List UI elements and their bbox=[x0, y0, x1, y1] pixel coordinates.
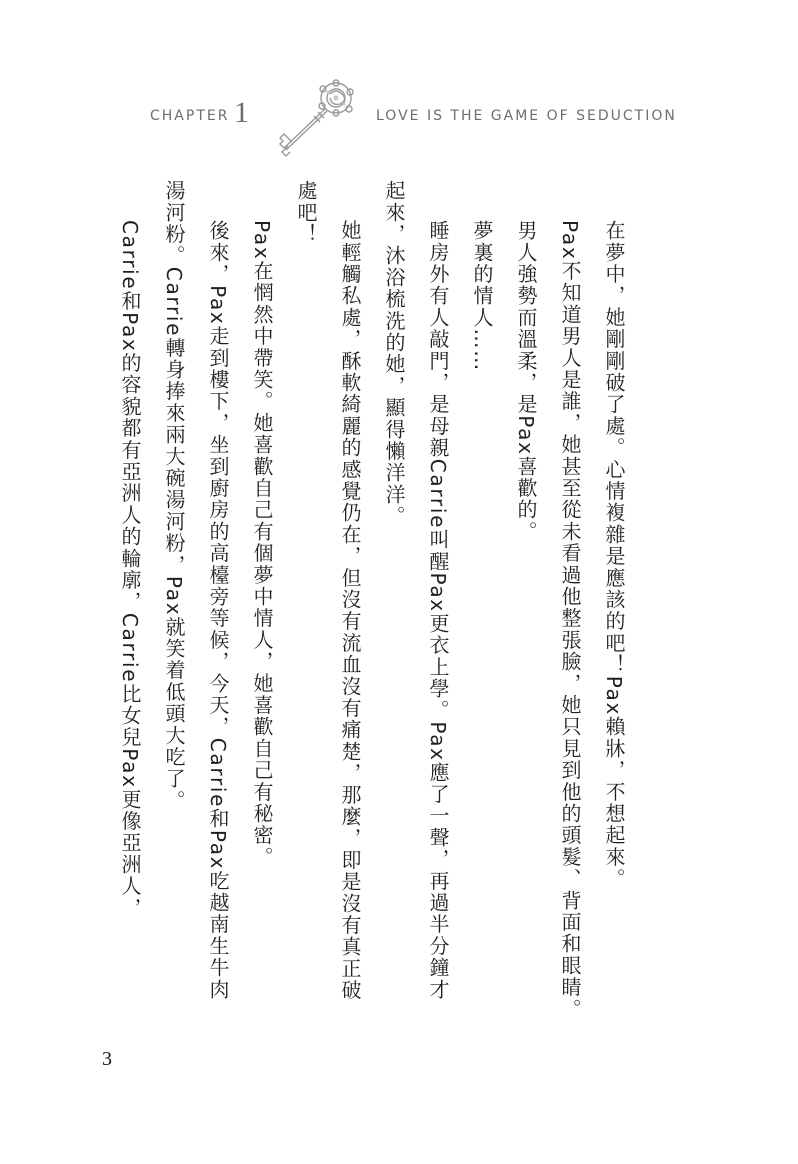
paragraph: 睡房外有人敲門，是母親Carrie叫醒Pax更衣上學。Pax應了一聲，再過半分鐘才起來，沐浴梳洗的她，顯得懶洋洋。 bbox=[382, 180, 450, 1001]
paragraph: Pax不知道男人是誰，她甚至從未看過他整張臉，她只見到他的頭髮、背面和眼睛。 bbox=[558, 220, 582, 1020]
paragraph: 男人強勢而溫柔，是Pax喜歡的。 bbox=[514, 220, 538, 543]
paragraph: 在夢中，她剛剛破了處。心情複雜是應該的吧！Pax賴牀，不想起來。 bbox=[602, 220, 626, 890]
paragraph: 後來，Pax走到樓下，坐到廚房的高檯旁等候，今天，Carrie和Pax吃越南生牛肉湯河粉。Carrie轉身捧來兩大碗湯河粉，Pax就笑着低頭大吃了。 bbox=[162, 180, 230, 1001]
series-title: LOVE IS THE GAME OF SEDUCTION bbox=[376, 108, 677, 124]
page-number: 3 bbox=[102, 1048, 112, 1070]
key-icon bbox=[270, 76, 362, 158]
chapter-label: CHAPTER bbox=[150, 108, 230, 124]
paragraph: Carrie和Pax的容貌都有亞洲人的輪廓，Carrie比女兒Pax更像亞洲人， bbox=[118, 220, 142, 919]
paragraph: 她輕觸私處，酥軟綺麗的感覺仍在，但沒有流血沒有痛楚，那麼，即是沒有真正破處吧！ bbox=[294, 180, 362, 1002]
vertical-body-text bbox=[96, 180, 636, 1020]
paragraph: 夢裏的情人…… bbox=[470, 220, 494, 372]
paragraph: Pax在惘然中帶笑。她喜歡自己有個夢中情人，她喜歡自己有秘密。 bbox=[250, 220, 274, 868]
chapter-header bbox=[0, 0, 798, 170]
chapter-number: 1 bbox=[234, 96, 249, 129]
